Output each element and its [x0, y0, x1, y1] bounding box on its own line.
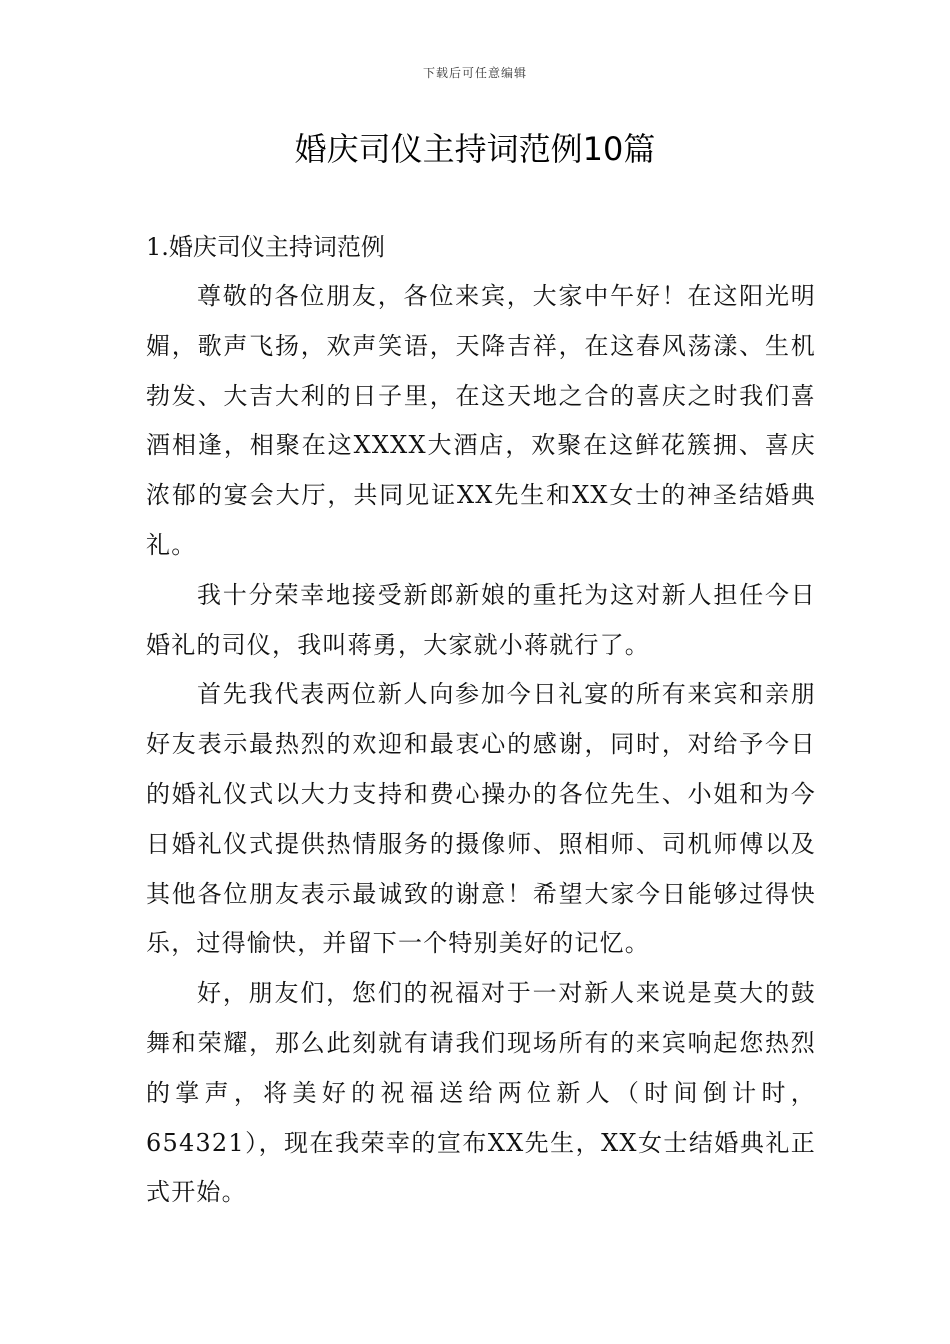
section-heading: 1.婚庆司仪主持词范例	[146, 233, 385, 261]
paragraph-2: 我十分荣幸地接受新郎新娘的重托为这对新人担任今日婚礼的司仪，我叫蒋勇，大家就小蒋就行了。	[146, 580, 816, 659]
header-note: 下载后可任意编辑	[422, 66, 527, 80]
paragraph-3: 首先我代表两位新人向参加今日礼宴的所有来宾和亲朋好友表示最热烈的欢迎和最衷心的感谢，同时，对给予今日的婚礼仪式以大力支持和费心操办的各位先生、小姐和为今日婚礼仪式提供热情服务的摄像师、照相师、司机师傅以及其他各位朋友表示最诚致的谢意！希望大家今日能够过得快乐，过得愉快，并留下一个特别美好的记忆。	[146, 680, 816, 958]
paragraph-1: 尊敬的各位朋友，各位来宾，大家中午好！在这阳光明媚，歌声飞扬，欢声笑语，天降吉祥，在这春风荡漾、生机勃发、大吉大利的日子里，在这天地之合的喜庆之时我们喜酒相逢，相聚在这XXXX大酒店，欢聚在这鲜花簇拥、喜庆浓郁的宴会大厅，共同见证XX先生和XX女士的神圣结婚典礼。	[146, 282, 816, 559]
document-body	[146, 223, 816, 1218]
paragraph-4: 好，朋友们，您们的祝福对于一对新人来说是莫大的鼓舞和荣耀，那么此刻就有请我们现场所有的来宾响起您热烈的掌声，将美好的祝福送给两位新人（时间倒计时，654321），现在我荣幸的宣布XX先生，XX女士结婚典礼正式开始。	[146, 979, 816, 1207]
document-title: 婚庆司仪主持词范例10篇	[294, 130, 656, 168]
